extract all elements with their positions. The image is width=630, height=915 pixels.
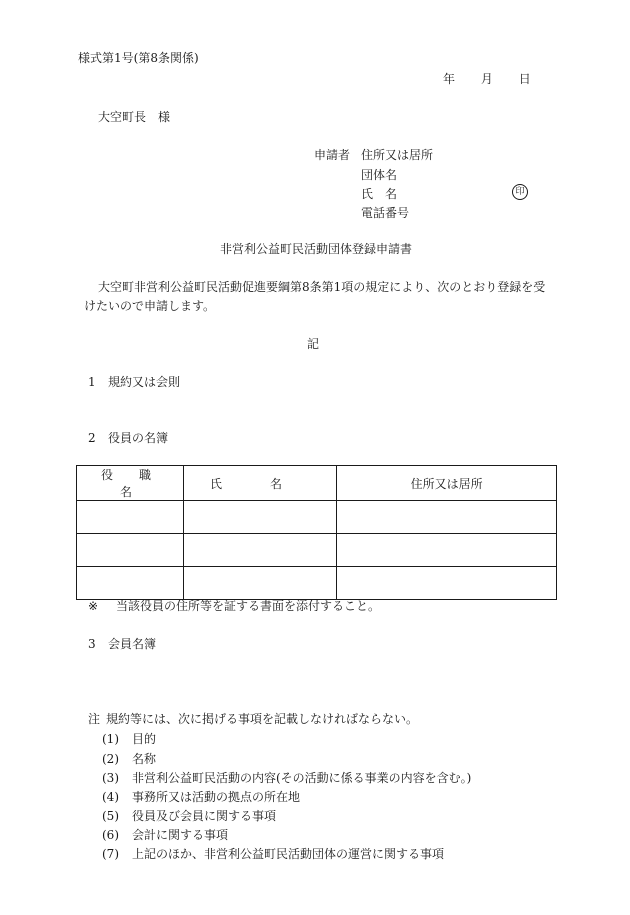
note-text: 非営利公益町民活動の内容(その活動に係る事業の内容を含む。) [132,771,472,785]
table-row [77,567,557,600]
note-item [102,827,228,843]
section-number: 1 [88,375,96,389]
officer-table [76,465,557,600]
cell-position[interactable] [77,534,184,567]
note-text: 役員及び会員に関する事項 [132,809,277,823]
ki-heading: 記 [307,337,320,351]
notes-intro-text: 規約等には、次に掲げる事項を記載しなければならない。 [106,712,419,726]
cell-address[interactable] [337,567,557,600]
section-bylaws [88,374,180,390]
note-item [102,846,444,862]
addressee: 大空町長 様 [98,110,171,124]
note-number: (6) [102,828,119,842]
cell-position[interactable] [77,567,184,600]
seal-icon: 印 [512,184,528,200]
table-note-text: 当該役員の住所等を証する書面を添付すること。 [116,599,381,613]
header-name: 氏名 [183,466,336,501]
notes-intro [88,711,418,727]
note-text: 名称 [132,752,157,766]
note-item [102,770,471,786]
header-position: 役職名 [77,466,184,501]
section-label: 会員名簿 [108,637,157,651]
note-item [102,731,156,747]
form-number: 様式第1号(第8条関係) [78,51,199,65]
body-text: 大空町非営利公益町民活動促進要綱第8条第1項の規定により、次のとおり登録を受けたいので申請します。 [84,280,546,313]
note-number: (7) [102,847,119,861]
table-note [88,598,380,614]
note-item [102,789,300,805]
date-day: 日 [518,72,531,86]
officer-table-header [77,466,557,501]
note-item [102,808,276,824]
section-officers [88,430,168,446]
section-label: 規約又は会則 [108,375,181,389]
header-address: 住所又は居所 [337,466,557,501]
document-title: 非営利公益町民活動団体登録申請書 [220,242,413,256]
date-month: 月 [480,72,493,86]
cell-address[interactable] [337,501,557,534]
note-number: (4) [102,790,119,804]
applicant-address-label: 住所又は居所 [361,148,434,162]
applicant-label: 申請者 [314,148,351,162]
table-row [77,501,557,534]
cell-name[interactable] [183,501,336,534]
table-row [77,534,557,567]
section-number: 3 [88,637,96,651]
note-text: 事務所又は活動の拠点の所在地 [132,790,301,804]
note-text: 目的 [132,732,157,746]
date-year: 年 [443,72,456,86]
cell-name[interactable] [183,534,336,567]
note-text: 上記のほか、非営利公益町民活動団体の運営に関する事項 [132,847,445,861]
date-line [443,71,531,87]
reference-mark: ※ [88,599,99,613]
note-number: (5) [102,809,119,823]
note-item [102,751,156,767]
note-number: (1) [102,732,119,746]
section-members [88,636,156,652]
section-number: 2 [88,431,96,445]
applicant-name-label: 氏 名 [361,187,398,201]
cell-address[interactable] [337,534,557,567]
note-number: (2) [102,752,119,766]
note-text: 会計に関する事項 [132,828,229,842]
applicant-organization-label: 団体名 [361,168,398,182]
section-label: 役員の名簿 [108,431,169,445]
notes-label: 注 [88,712,101,726]
applicant-phone-label: 電話番号 [361,206,410,220]
note-number: (3) [102,771,119,785]
cell-position[interactable] [77,501,184,534]
cell-name[interactable] [183,567,336,600]
